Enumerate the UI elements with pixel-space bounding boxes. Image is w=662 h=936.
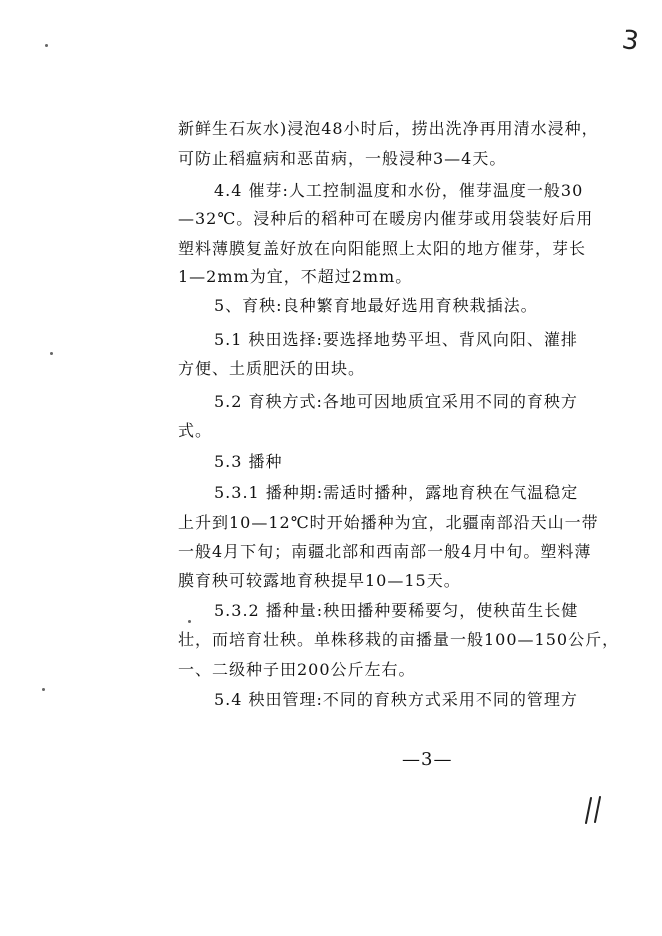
text-line: 方便、土质肥沃的田块。	[178, 359, 366, 378]
text-line: 上升到10—12℃时开始播种为宜，北疆南部沿天山一带	[178, 513, 599, 532]
corner-page-mark: 3	[619, 24, 641, 58]
text-line: 5.4 秧田管理:不同的育秧方式采用不同的管理方	[214, 690, 578, 709]
text-line: 式。	[178, 421, 213, 440]
text-line: 一般4月下旬；南疆北部和西南部一般4月中旬。塑料薄	[178, 542, 592, 561]
text-line: 5.3.2 播种量:秧田播种要稀要匀，使秧苗生长健	[214, 601, 579, 620]
text-line: 壮，而培育壮秧。单株移栽的亩播量一般100—150公斤，	[178, 630, 620, 649]
page-number: —3—	[402, 749, 453, 770]
handwritten-mark	[583, 796, 605, 826]
text-line: 5.1 秧田选择:要选择地势平坦、背风向阳、灌排	[214, 330, 578, 349]
text-line: 1—2mm为宜，不超过2mm。	[178, 267, 413, 286]
text-line: —32℃。浸种后的稻种可在暖房内催芽或用袋装好后用	[178, 209, 594, 228]
scan-speck	[42, 688, 45, 691]
text-line: 5.3.1 播种期:需适时播种，露地育秧在气温稳定	[214, 483, 579, 502]
text-line: 5.2 育秧方式:各地可因地质宜采用不同的育秧方	[214, 392, 578, 411]
text-line: 5.3 播种	[214, 452, 283, 471]
text-line: 膜育秧可较露地育秧提早10—15天。	[178, 571, 461, 590]
scan-speck	[45, 44, 48, 47]
text-line: 新鲜生石灰水)浸泡48小时后，捞出洗净再用清水浸种，	[178, 119, 599, 138]
text-line: 4.4 催芽:人工控制温度和水份，催芽温度一般30	[214, 181, 584, 200]
text-line: 5、育秧:良种繁育地最好选用育秧栽插法。	[214, 296, 538, 315]
text-line: 一、二级种子田200公斤左右。	[178, 660, 416, 679]
scan-speck	[50, 352, 53, 355]
text-line: 可防止稻瘟病和恶苗病，一般浸种3—4天。	[178, 149, 507, 168]
text-line: 塑料薄膜复盖好放在向阳能照上太阳的地方催芽，芽长	[178, 239, 587, 258]
scan-speck	[188, 620, 191, 623]
